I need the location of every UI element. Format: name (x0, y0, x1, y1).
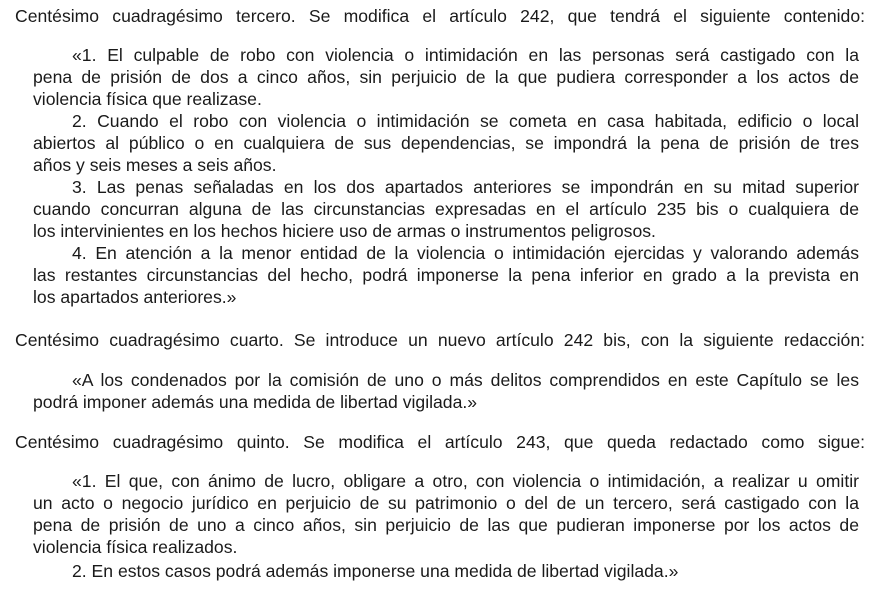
paragraph-line: 4. En atención a la menor entidad de la violencia o intimidación ejercidas y valorando además (72, 243, 859, 263)
paragraph-line: violencia física realizados. (33, 537, 238, 557)
paragraph-line: pena de prisión de uno a cinco años, sin perjuicio de las que pudieran imponerse por los actos de (33, 515, 859, 535)
paragraph-line: violencia física que realizase. (33, 89, 262, 109)
paragraph-line: un acto o negocio jurídico en perjuicio de su patrimonio o del de un tercero, será castigado con la (33, 493, 859, 513)
paragraph-line: 2. En estos casos podrá además imponerse una medida de libertad vigilada.» (72, 561, 679, 581)
paragraph-line: abiertos al público o en cualquiera de sus dependencias, se impondrá la pena de prisión de tres (33, 133, 859, 153)
paragraph-line: podrá imponer además una medida de libertad vigilada.» (33, 392, 478, 412)
paragraph-line: los intervinientes en los hechos hiciere uso de armas o instrumentos peligrosos. (33, 221, 656, 241)
paragraph-line: las restantes circunstancias del hecho, podrá imponerse la pena inferior en grado a la prevista en (33, 265, 859, 285)
paragraph-line: cuando concurran alguna de las circunstancias expresadas en el artículo 235 bis o cualquiera de (33, 199, 859, 219)
paragraph-line: 3. Las penas señaladas en los dos apartados anteriores se impondrán en su mitad superior (72, 177, 859, 197)
section-heading: Centésimo cuadragésimo cuarto. Se introduce un nuevo artículo 242 bis, con la siguiente redacción: (15, 330, 865, 350)
section-heading: Centésimo cuadragésimo quinto. Se modifica el artículo 243, que queda redactado como sigue: (15, 432, 865, 452)
paragraph-line: años y seis meses a seis años. (33, 155, 277, 175)
paragraph-line: 2. Cuando el robo con violencia o intimidación se cometa en casa habitada, edificio o local (72, 111, 859, 131)
paragraph-line: pena de prisión de dos a cinco años, sin perjuicio de la que pudiera corresponder a los actos de (33, 67, 859, 87)
paragraph-line: los apartados anteriores.» (33, 287, 237, 307)
paragraph-line: «1. El que, con ánimo de lucro, obligare a otro, con violencia o intimidación, a realizar u omitir (72, 471, 859, 491)
paragraph-line: «A los condenados por la comisión de uno o más delitos comprendidos en este Capítulo se les (72, 370, 859, 390)
paragraph-line: «1. El culpable de robo con violencia o intimidación en las personas será castigado con la (72, 45, 859, 65)
section-heading: Centésimo cuadragésimo tercero. Se modifica el artículo 242, que tendrá el siguiente contenido: (15, 6, 865, 26)
